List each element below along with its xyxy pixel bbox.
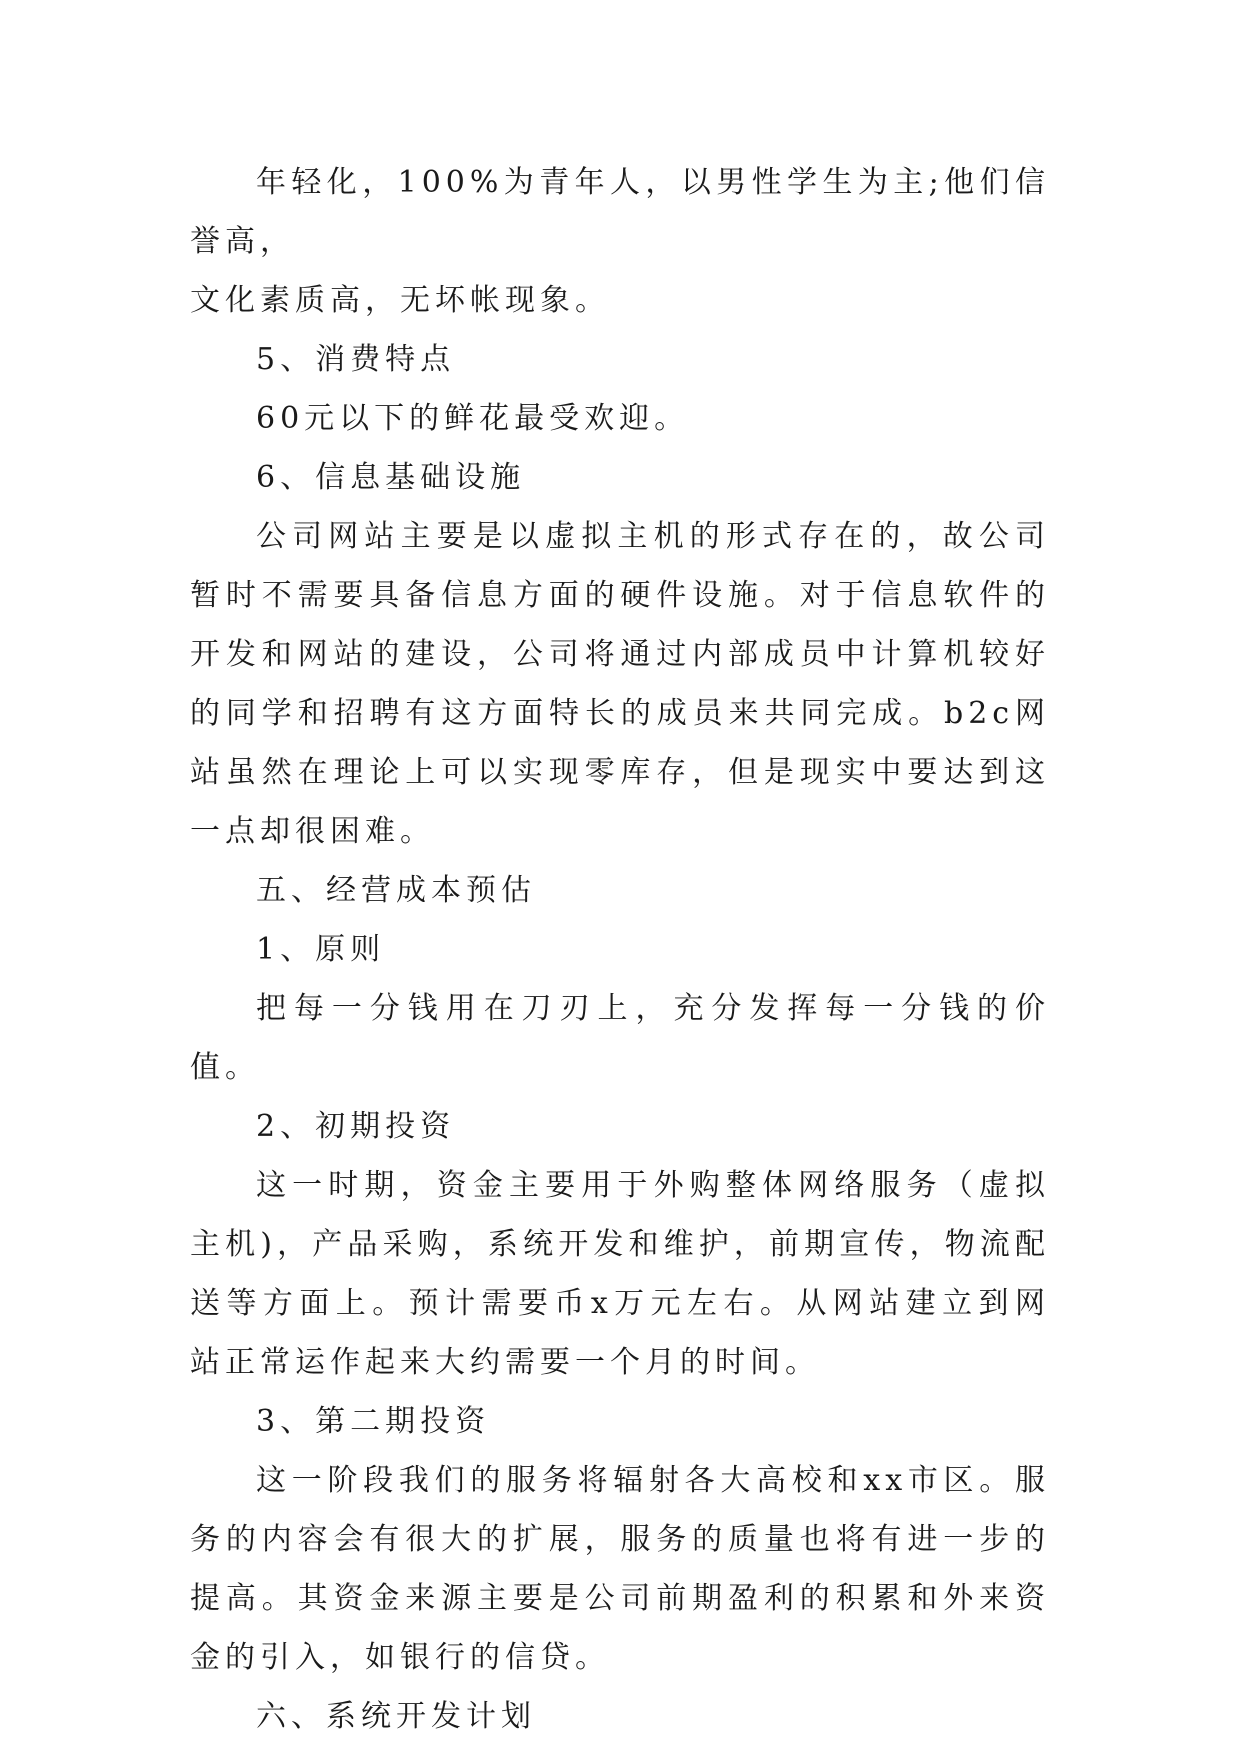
heading-initial-investment: 2、初期投资 [256,1109,456,1144]
paragraph-consumption-features: 60元以下的鲜花最受欢迎。 [256,401,690,436]
heading-system-dev-plan: 六、系统开发计划 [256,1699,536,1734]
paragraph-initial-investment: 这一时期，资金主要用于外购整体网络服务（虚拟主机)，产品采购，系统开发和维护，前期宣传，物流配送等方面上。预计需要币x万元左右。从网站建立到网站正常运作起来大约需要一个月的时间。 [190,1168,1050,1380]
paragraph-principle: 把每一分钱用在刀刃上，充分发挥每一分钱的价值。 [190,991,1050,1085]
heading-cost-estimate: 五、经营成本预估 [256,873,536,908]
paragraph-user-profile-cont: 文化素质高，无坏帐现象。 [190,283,610,318]
paragraph-second-investment: 这一阶段我们的服务将辐射各大高校和xx市区。服务的内容会有很大的扩展，服务的质量也将有进一步的提高。其资金来源主要是公司前期盈利的积累和外来资金的引入，如银行的信贷。 [190,1463,1050,1675]
document-body [190,153,1050,1746]
heading-consumption-features: 5、消费特点 [256,342,456,377]
heading-second-investment: 3、第二期投资 [256,1404,491,1439]
heading-principle: 1、原则 [256,932,386,967]
heading-info-infrastructure: 6、信息基础设施 [256,460,526,495]
paragraph-info-infrastructure: 公司网站主要是以虚拟主机的形式存在的，故公司暂时不需要具备信息方面的硬件设施。对于信息软件的开发和网站的建设，公司将通过内部成员中计算机较好的同学和招聘有这方面特长的成员来共同完成。b2c网站虽然在理论上可以实现零库存，但是现实中要达到这一点却很困难。 [190,519,1050,849]
paragraph-user-profile: 年轻化，100%为青年人，以男性学生为主;他们信誉高， [190,165,1050,259]
